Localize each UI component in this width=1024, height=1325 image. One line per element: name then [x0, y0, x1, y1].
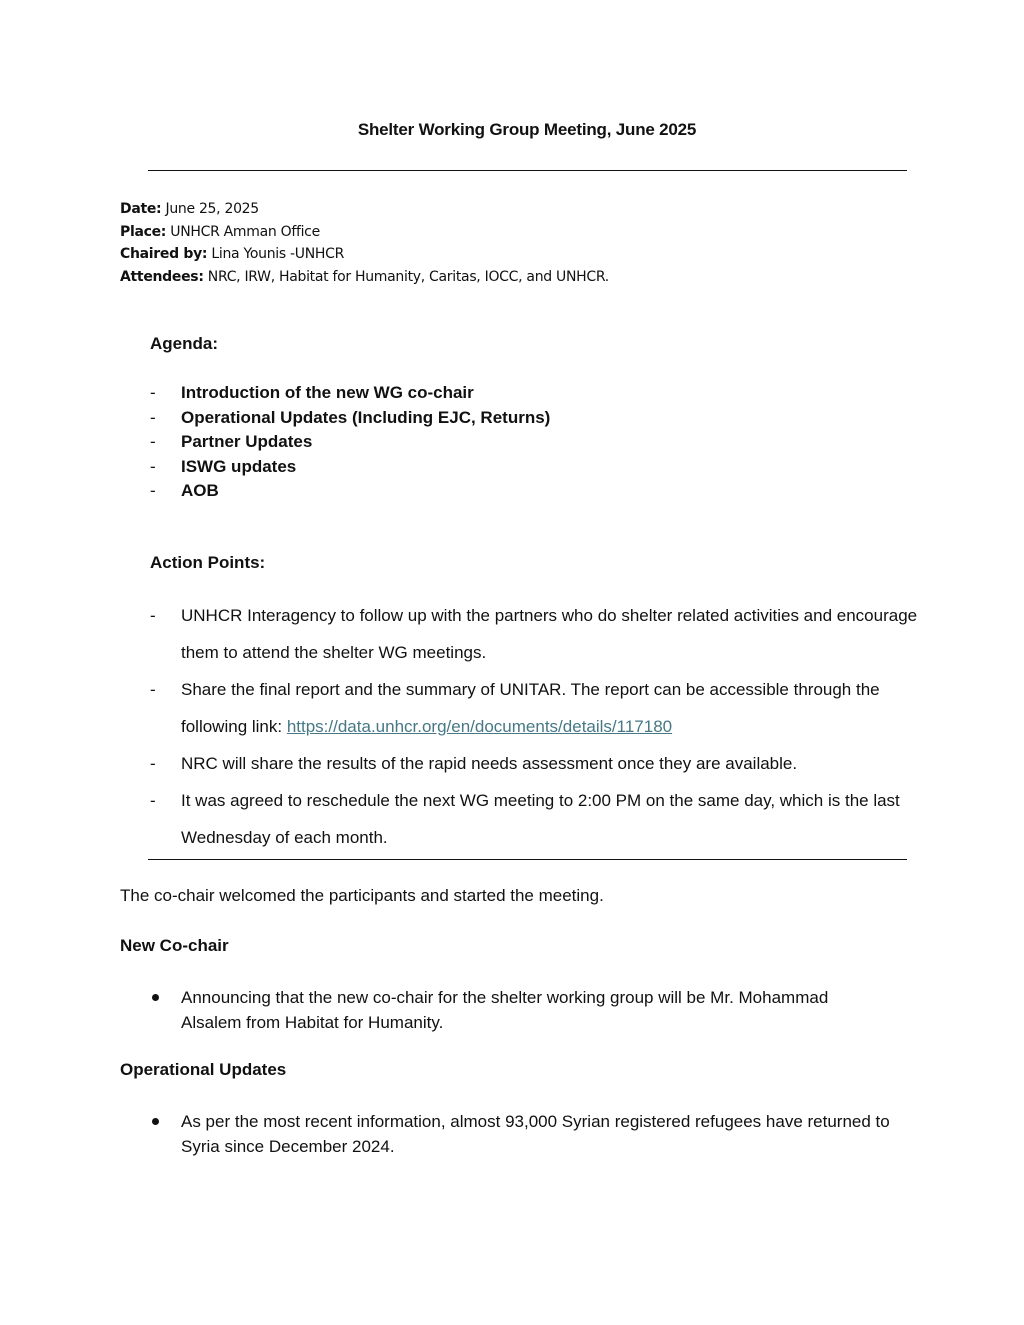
action-point [150, 597, 920, 671]
agenda-item [150, 381, 550, 406]
agenda-item-text: ISWG updates [181, 456, 297, 476]
meta-date-value: June 25, 2025 [161, 201, 259, 217]
meta-attendees-value: NRC, IRW, Habitat for Humanity, Caritas, IOCC, and UNHCR. [203, 269, 609, 286]
action-points-list [150, 597, 920, 856]
new-cochair-heading: New Co-chair [120, 936, 229, 955]
new-cochair-list [150, 985, 890, 1035]
meta-attendees-label: Attendees: [120, 269, 204, 286]
action-point-text: It was agreed to reschedule the next WG meeting to 2:00 PM on the same day, which is the last Wednesday of each month. [181, 791, 900, 847]
agenda-item-text: Introduction of the new WG co-chair [181, 383, 474, 402]
action-point [150, 782, 920, 856]
meta-attendees [120, 266, 609, 289]
dash-bullet: - [150, 680, 156, 699]
operational-updates-list [150, 1109, 890, 1159]
agenda-item [150, 430, 550, 455]
meta-chair [120, 243, 609, 266]
agenda-heading: Agenda: [150, 334, 218, 353]
operational-updates-heading: Operational Updates [120, 1060, 287, 1079]
bullet-dot-icon [152, 1118, 159, 1125]
meta-chair-value: Lina Younis -UNHCR [207, 246, 345, 263]
meta-date-label: Date: [120, 201, 162, 217]
meta-place-label: Place: [120, 223, 167, 240]
meta-date [120, 198, 609, 221]
unitar-report-link[interactable]: https://data.unhcr.org/en/documents/details/117180 [286, 717, 673, 736]
agenda-item-text: Operational Updates (Including EJC, Returns) [181, 407, 551, 427]
agenda-item [150, 455, 550, 480]
meta-place [120, 221, 609, 244]
dash-bullet: - [150, 606, 156, 625]
action-point [150, 671, 920, 745]
action-point-text: UNHCR Interagency to follow up with the partners who do shelter related activities and encourage them to attend the shelter WG meetings. [181, 606, 918, 662]
action-point-text: Share the final report and the summary of UNITAR. The report can be accessible through the following link: [181, 680, 880, 736]
dash-bullet: - [150, 432, 156, 451]
agenda-item-text: AOB [181, 481, 219, 500]
dash-bullet: - [150, 407, 156, 427]
agenda-list [150, 381, 550, 504]
dash-bullet: - [150, 456, 156, 476]
list-item-text: Announcing that the new co-chair for the shelter working group will be Mr. Mohammad Alsalem from Habitat for Humanity. [181, 988, 829, 1032]
agenda-item [150, 406, 550, 431]
list-item-text: As per the most recent information, almost 93,000 Syrian registered refugees have returned to Syria since December 2024. [181, 1112, 890, 1156]
meta-chair-label: Chaired by: [120, 246, 208, 263]
list-item [150, 1109, 890, 1159]
document-title: Shelter Working Group Meeting, June 2025 [357, 120, 697, 139]
meta-place-value: UNHCR Amman Office [166, 223, 320, 240]
intro-paragraph: The co-chair welcomed the participants and started the meeting. [120, 886, 604, 905]
action-point-text: NRC will share the results of the rapid needs assessment once they are available. [181, 754, 798, 773]
bottom-divider [148, 859, 907, 860]
action-points-heading: Action Points: [150, 553, 266, 572]
action-point [150, 745, 920, 782]
dash-bullet: - [150, 791, 156, 810]
dash-bullet: - [150, 481, 156, 500]
top-divider [148, 170, 907, 171]
meeting-meta [120, 198, 609, 289]
bullet-dot-icon [152, 994, 159, 1001]
dash-bullet: - [150, 754, 156, 773]
agenda-item [150, 479, 550, 504]
agenda-item-text: Partner Updates [181, 432, 313, 451]
dash-bullet: - [150, 383, 156, 402]
list-item [150, 985, 890, 1035]
